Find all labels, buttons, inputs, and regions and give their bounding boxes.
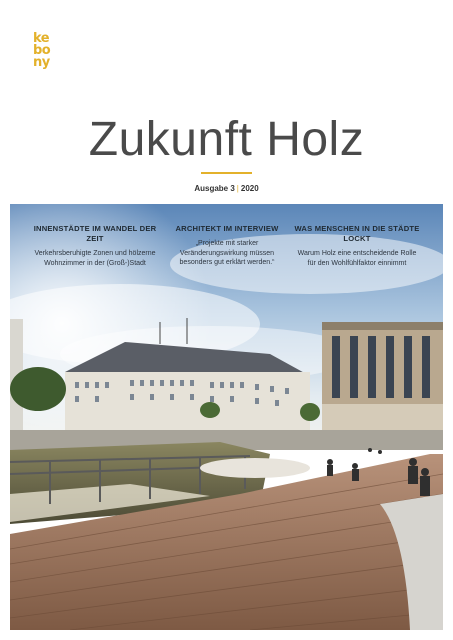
logo-line-2: bo [33,43,51,58]
teaser-heading: ARCHITEKT IM INTERVIEW [175,224,279,233]
teaser-text: Warum Holz eine entscheidende Rolle für den Wohlfühlfaktor einnimmt [297,250,417,267]
issue-line [0,184,453,193]
teaser-text: Verkehrsberuhigte Zonen und hölzerne Wohnzimmer in der (Groß-)Stadt [34,250,156,267]
issue-year: 2020 [240,184,259,193]
kebony-logo [33,33,59,69]
logo-line-3: ny [33,55,50,70]
teaser-heading: WAS MENSCHEN IN DIE STÄDTE LOCKT [294,224,420,243]
issue-label: Ausgabe 3 [194,184,235,193]
teaser-text: „Projekte mit starker Veränderungswirkung müssen besonders gut erklärt werden.“ [179,240,275,266]
teaser-heading: INNENSTÄDTE IM WANDEL DER ZEIT [33,224,157,243]
issue-separator: | [236,184,239,193]
magazine-title: Zukunft Holz [88,113,365,166]
teaser-innenstaedte[interactable] [32,224,158,268]
teaser-menschen[interactable] [294,224,420,268]
accent-divider [201,172,252,174]
teaser-architekt[interactable] [164,224,290,268]
logo-line-1: ke [33,31,50,46]
